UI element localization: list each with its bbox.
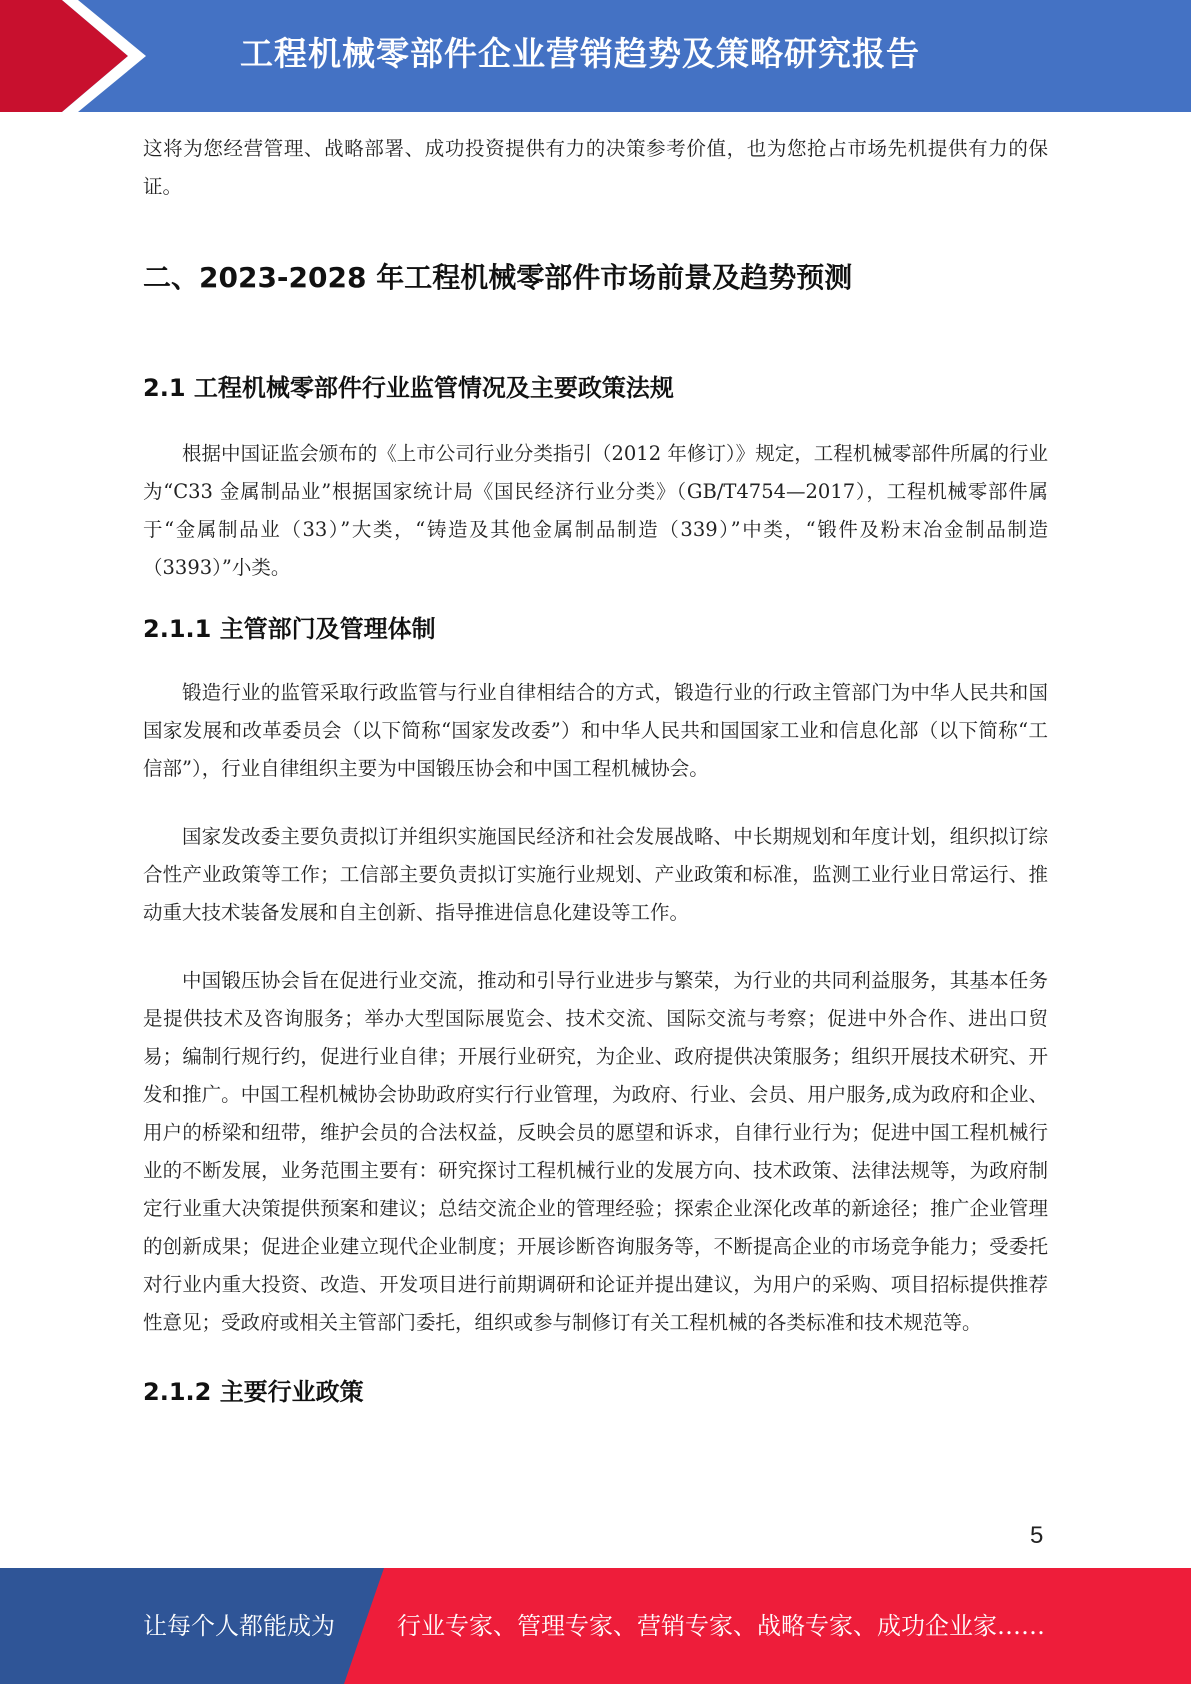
subsection-title-2-1: 2.1 工程机械零部件行业监管情况及主要政策法规 xyxy=(143,374,674,402)
paragraph-associations: 中国锻压协会旨在促进行业交流，推动和引导行业进步与繁荣，为行业的共同利益服务，其基本任务是提供技术及咨询服务；举办大型国际展览会、技术交流、国际交流与考察；促进中外合作、进出口贸易；编制行规行约，促进行业自律；开展行业研究，为企业、政府提供决策服务；组织开展技术研究、开发和推广。中国工程机械协会协助政府实行行业管理，为政府、行业、会员、用户服务,成为政府和企业、用户的桥梁和纽带，维护会员的合法权益，反映会员的愿望和诉求，自律行业行为；促进中国工程机械行业的不断发展，业务范围主要有：研究探讨工程机械行业的发展方向、技术政策、法律法规等，为政府制定行业重大决策提供预案和建议；总结交流企业的管理经验；探索企业深化改革的新途径；推广企业管理的创新成果；促进企业建立现代企业制度；开展诊断咨询服务等，不断提高企业的市场竞争能力；受委托对行业内重大投资、改造、开发项目进行前期调研和论证并提出建议，为用户的采购、项目招标提供推荐性意见；受政府或相关主管部门委托，组织或参与制修订有关工程机械的各类标准和技术规范等。 xyxy=(143,969,1048,1334)
subsection-title-2-1-2: 2.1.2 主要行业政策 xyxy=(143,1378,364,1406)
footer-slogan-right: 行业专家、管理专家、营销专家、战略专家、成功企业家…… xyxy=(397,1612,1045,1640)
intro-paragraph: 这将为您经营管理、战略部署、成功投资提供有力的决策参考价值，也为您抢占市场先机提供有力的保证。 xyxy=(143,137,1048,198)
footer-slogan-left: 让每个人都能成为 xyxy=(143,1612,335,1640)
paragraph-classification: 根据中国证监会颁布的《上市公司行业分类指引（2012 年修订）》规定，工程机械零部件所属的行业为“C33 金属制品业”根据国家统计局《国民经济行业分类》（GB/T4754—2017），工程机械零部件属于“金属制品业（33）”大类，“铸造及其他金属制品制造（339）”中类，“锻件及粉末冶金制品制造（3393）”小类。 xyxy=(143,442,1048,579)
paragraph-regulation: 锻造行业的监管采取行政监管与行业自律相结合的方式，锻造行业的行政主管部门为中华人民共和国国家发展和改革委员会（以下简称“国家发改委”）和中华人民共和国国家工业和信息化部（以下简称“工信部”），行业自律组织主要为中国锻压协会和中国工程机械协会。 xyxy=(143,681,1048,780)
paragraph-ndrc-miit: 国家发改委主要负责拟订并组织实施国民经济和社会发展战略、中长期规划和年度计划，组织拟订综合性产业政策等工作；工信部主要负责拟订实施行业规划、产业政策和标准，监测工业行业日常运行、推动重大技术装备发展和自主创新、指导推进信息化建设等工作。 xyxy=(143,825,1048,924)
footer-band xyxy=(0,1568,1191,1684)
page-number: 5 xyxy=(1030,1522,1044,1549)
report-title: 工程机械零部件企业营销趋势及策略研究报告 xyxy=(240,34,920,73)
header-band xyxy=(0,0,1191,112)
subsection-title-2-1-1: 2.1.1 主管部门及管理体制 xyxy=(143,615,436,643)
section-title: 二、2023-2028 年工程机械零部件市场前景及趋势预测 xyxy=(143,261,853,294)
chevron-arrow-icon xyxy=(0,0,150,112)
page-content xyxy=(143,130,1048,1407)
